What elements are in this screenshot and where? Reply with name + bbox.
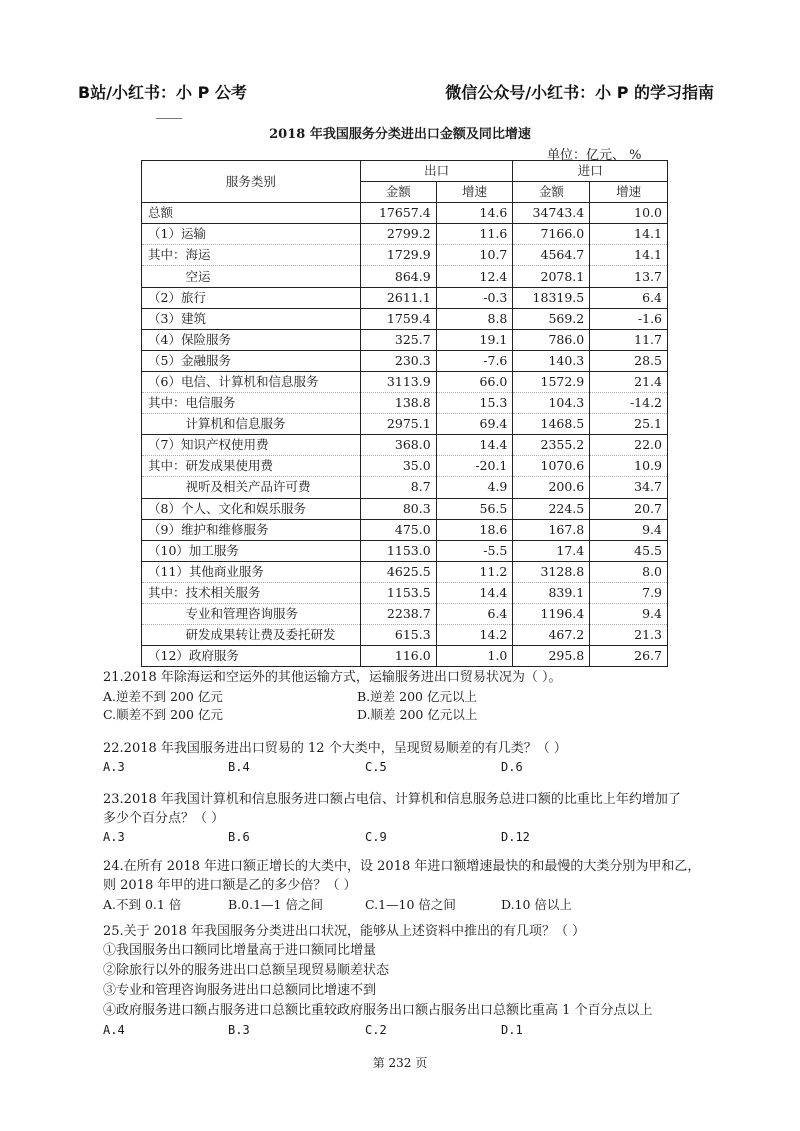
row-export-growth: 69.4	[436, 414, 513, 435]
header-export-growth: 增速	[436, 182, 513, 203]
row-import-growth: 9.4	[590, 519, 668, 540]
row-import-amount: 467.2	[513, 625, 590, 646]
question-24-stem-line2: 则 2018 年甲的进口额是乙的多少倍？（ ）	[103, 878, 357, 893]
row-export-amount: 864.9	[360, 266, 436, 287]
row-category: 其中：研发成果使用费	[142, 456, 361, 477]
row-category: 专业和管理咨询服务	[142, 603, 361, 624]
services-trade-table	[141, 160, 668, 667]
row-export-amount: 138.8	[360, 393, 436, 414]
question-25-statement-4: ④政府服务进口额占服务进口总额比重较政府服务出口额占服务出口总额比重高 1 个百分点以上	[103, 1003, 653, 1018]
row-category: （9）维护和维修服务	[142, 519, 361, 540]
row-export-growth: 14.4	[436, 582, 513, 603]
table-row	[142, 582, 668, 603]
row-category: 其中：海运	[142, 245, 361, 266]
row-import-amount: 569.2	[513, 308, 590, 329]
question-23-stem-line2: 多少个百分点？（ ）	[103, 811, 225, 826]
row-export-amount: 2238.7	[360, 603, 436, 624]
question-25-option-b[interactable]: B.3	[228, 1023, 250, 1037]
row-import-amount: 2078.1	[513, 266, 590, 287]
header-import-amount: 金额	[513, 182, 590, 203]
table-row	[142, 245, 668, 266]
table-row	[142, 224, 668, 245]
row-import-growth: 8.0	[590, 561, 668, 582]
table-unit: 单位：亿元、 %	[547, 148, 642, 163]
row-import-amount: 4564.7	[513, 245, 590, 266]
row-import-growth: 9.4	[590, 603, 668, 624]
header-import: 进口	[513, 161, 668, 182]
row-export-growth: 6.4	[436, 603, 513, 624]
header-export-amount: 金额	[360, 182, 436, 203]
row-export-amount: 230.3	[360, 350, 436, 371]
row-export-amount: 368.0	[360, 435, 436, 456]
table-row	[142, 561, 668, 582]
row-import-growth: 20.7	[590, 498, 668, 519]
row-export-growth: 11.6	[436, 224, 513, 245]
row-import-growth: 10.0	[590, 203, 668, 224]
table-row	[142, 203, 668, 224]
row-export-growth: 56.5	[436, 498, 513, 519]
row-export-amount: 325.7	[360, 329, 436, 350]
row-category: 空运	[142, 266, 361, 287]
table-row	[142, 287, 668, 308]
table-row	[142, 350, 668, 371]
row-import-amount: 1468.5	[513, 414, 590, 435]
row-export-amount: 80.3	[360, 498, 436, 519]
row-category: 计算机和信息服务	[142, 414, 361, 435]
row-category: （4）保险服务	[142, 329, 361, 350]
row-export-amount: 1153.0	[360, 540, 436, 561]
row-import-amount: 2355.2	[513, 435, 590, 456]
header-export: 出口	[360, 161, 513, 182]
row-export-amount: 35.0	[360, 456, 436, 477]
question-24-option-d[interactable]: D.10 倍以上	[501, 897, 572, 912]
row-import-amount: 167.8	[513, 519, 590, 540]
question-25-stem: 25.关于 2018 年我国服务分类进出口状况，能够从上述资料中推出的有几项？（ ）	[103, 924, 586, 939]
table-row	[142, 540, 668, 561]
row-export-growth: 8.8	[436, 308, 513, 329]
header-left-brand: B站/小红书：小 P 公考	[78, 83, 247, 102]
row-export-growth: 14.4	[436, 435, 513, 456]
row-import-growth: 45.5	[590, 540, 668, 561]
row-category: 总额	[142, 203, 361, 224]
table-body	[142, 203, 668, 667]
row-export-amount: 1153.5	[360, 582, 436, 603]
row-import-growth: 7.9	[590, 582, 668, 603]
question-25-statement-3: ③专业和管理咨询服务进出口总额同比增速不到	[103, 983, 377, 998]
row-import-growth: 10.9	[590, 456, 668, 477]
question-23-option-d[interactable]: D.12	[501, 830, 530, 844]
row-export-amount: 3113.9	[360, 371, 436, 392]
row-category: 研发成果转让费及委托研发	[142, 625, 361, 646]
question-21-option-c[interactable]: C.顺差不到 200 亿元	[103, 707, 223, 722]
row-export-amount: 1729.9	[360, 245, 436, 266]
row-category: 其中：电信服务	[142, 393, 361, 414]
question-21	[103, 668, 723, 723]
table-row	[142, 266, 668, 287]
question-23-option-c[interactable]: C.9	[365, 830, 387, 844]
row-import-growth: 26.7	[590, 646, 668, 667]
row-category: 其中：技术相关服务	[142, 582, 361, 603]
row-export-amount: 2611.1	[360, 287, 436, 308]
table-row	[142, 414, 668, 435]
table-row	[142, 519, 668, 540]
question-23-stem-line1: 23.2018 年我国计算机和信息服务进口额占电信、计算机和信息服务总进口额的比重比上年约增加了	[103, 792, 681, 807]
row-import-amount: 295.8	[513, 646, 590, 667]
question-25-option-a[interactable]: A.4	[103, 1023, 125, 1037]
row-import-amount: 3128.8	[513, 561, 590, 582]
row-export-growth: -0.3	[436, 287, 513, 308]
row-import-amount: 104.3	[513, 393, 590, 414]
row-export-growth: 1.0	[436, 646, 513, 667]
table-row	[142, 498, 668, 519]
row-import-growth: 22.0	[590, 435, 668, 456]
question-21-option-d[interactable]: D.顺差 200 亿元以上	[357, 707, 478, 722]
row-import-growth: -1.6	[590, 308, 668, 329]
table-row	[142, 646, 668, 667]
row-export-growth: 19.1	[436, 329, 513, 350]
row-export-amount: 8.7	[360, 477, 436, 498]
question-24-option-a[interactable]: A.不到 0.1 倍	[103, 897, 182, 912]
question-22-option-b[interactable]: B.4	[228, 760, 250, 774]
row-export-growth: 12.4	[436, 266, 513, 287]
row-import-amount: 34743.4	[513, 203, 590, 224]
question-24	[103, 857, 723, 913]
row-import-amount: 18319.5	[513, 287, 590, 308]
question-21-stem: 21.2018 年除海运和空运外的其他运输方式，运输服务进出口贸易状况为（ ）。	[103, 670, 562, 685]
row-export-growth: 14.2	[436, 625, 513, 646]
row-import-growth: 28.5	[590, 350, 668, 371]
question-24-stem-line1: 24.在所有 2018 年进口额正增长的大类中，设 2018 年进口额增速最快的和最慢的大类分别为甲和乙，	[103, 859, 701, 874]
table-row	[142, 435, 668, 456]
question-23-option-a[interactable]: A.3	[103, 830, 125, 844]
header-import-growth: 增速	[590, 182, 668, 203]
question-22	[103, 739, 723, 776]
row-export-growth: 18.6	[436, 519, 513, 540]
question-25-option-c[interactable]: C.2	[365, 1023, 387, 1037]
row-export-amount: 116.0	[360, 646, 436, 667]
row-import-growth: 13.7	[590, 266, 668, 287]
row-import-amount: 7166.0	[513, 224, 590, 245]
row-export-growth: 14.6	[436, 203, 513, 224]
row-export-growth: -5.5	[436, 540, 513, 561]
row-import-growth: 25.1	[590, 414, 668, 435]
question-25-statement-1: ①我国服务出口额同比增量高于进口额同比增量	[103, 943, 377, 958]
row-export-amount: 615.3	[360, 625, 436, 646]
row-import-growth: 6.4	[590, 287, 668, 308]
row-category: （3）建筑	[142, 308, 361, 329]
table-row	[142, 393, 668, 414]
question-23-option-b[interactable]: B.6	[228, 830, 250, 844]
row-import-amount: 140.3	[513, 350, 590, 371]
row-category: （11）其他商业服务	[142, 561, 361, 582]
table-row	[142, 477, 668, 498]
row-export-amount: 17657.4	[360, 203, 436, 224]
row-export-amount: 475.0	[360, 519, 436, 540]
question-25-option-d[interactable]: D.1	[501, 1023, 523, 1037]
row-category: （2）旅行	[142, 287, 361, 308]
row-import-growth: 21.3	[590, 625, 668, 646]
page-number: 第 232 页	[372, 1056, 428, 1070]
row-import-amount: 1196.4	[513, 603, 590, 624]
row-export-amount: 1759.4	[360, 308, 436, 329]
row-category: （7）知识产权使用费	[142, 435, 361, 456]
row-export-growth: 4.9	[436, 477, 513, 498]
table-row	[142, 603, 668, 624]
row-category: （6）电信、计算机和信息服务	[142, 371, 361, 392]
row-export-growth: -20.1	[436, 456, 513, 477]
question-22-option-a[interactable]: A.3	[103, 760, 125, 774]
row-export-growth: 66.0	[436, 371, 513, 392]
row-category: （10）加工服务	[142, 540, 361, 561]
row-category: （1）运输	[142, 224, 361, 245]
row-export-amount: 4625.5	[360, 561, 436, 582]
question-24-option-b[interactable]: B.0.1—1 倍之间	[228, 897, 323, 912]
question-22-option-d[interactable]: D.6	[501, 760, 523, 774]
row-import-growth: -14.2	[590, 393, 668, 414]
row-import-amount: 839.1	[513, 582, 590, 603]
row-import-amount: 200.6	[513, 477, 590, 498]
row-export-growth: 10.7	[436, 245, 513, 266]
scan-mark	[156, 118, 182, 119]
question-25-statement-2: ②除旅行以外的服务进出口总额呈现贸易顺差状态	[103, 963, 390, 978]
question-23	[103, 790, 723, 846]
header-category: 服务类别	[142, 161, 361, 203]
row-category: （8）个人、文化和娱乐服务	[142, 498, 361, 519]
row-category: 视听及相关产品许可费	[142, 477, 361, 498]
row-export-amount: 2799.2	[360, 224, 436, 245]
row-category: （12）政府服务	[142, 646, 361, 667]
table-row	[142, 456, 668, 477]
question-24-option-c[interactable]: C.1—10 倍之间	[365, 897, 456, 912]
row-import-amount: 1572.9	[513, 371, 590, 392]
question-22-stem: 22.2018 年我国服务进出口贸易的 12 个大类中，呈现贸易顺差的有几类？（ ）	[103, 741, 567, 756]
row-import-growth: 21.4	[590, 371, 668, 392]
table-row	[142, 308, 668, 329]
question-22-option-c[interactable]: C.5	[365, 760, 387, 774]
question-25	[103, 922, 723, 1039]
row-import-growth: 34.7	[590, 477, 668, 498]
row-import-amount: 224.5	[513, 498, 590, 519]
question-21-option-a[interactable]: A.逆差不到 200 亿元	[103, 689, 223, 704]
row-import-growth: 14.1	[590, 224, 668, 245]
table-row	[142, 625, 668, 646]
row-import-amount: 1070.6	[513, 456, 590, 477]
row-export-amount: 2975.1	[360, 414, 436, 435]
table-title: 2018 年我国服务分类进出口金额及同比增速	[269, 127, 531, 142]
row-export-growth: 15.3	[436, 393, 513, 414]
question-21-option-b[interactable]: B.逆差 200 亿元以上	[357, 689, 477, 704]
row-category: （5）金融服务	[142, 350, 361, 371]
table-row	[142, 329, 668, 350]
header-right-brand: 微信公众号/小红书：小 P 的学习指南	[445, 83, 714, 102]
row-export-growth: 11.2	[436, 561, 513, 582]
row-import-growth: 11.7	[590, 329, 668, 350]
row-export-growth: -7.6	[436, 350, 513, 371]
row-import-growth: 14.1	[590, 245, 668, 266]
table-row	[142, 371, 668, 392]
row-import-amount: 786.0	[513, 329, 590, 350]
row-import-amount: 17.4	[513, 540, 590, 561]
